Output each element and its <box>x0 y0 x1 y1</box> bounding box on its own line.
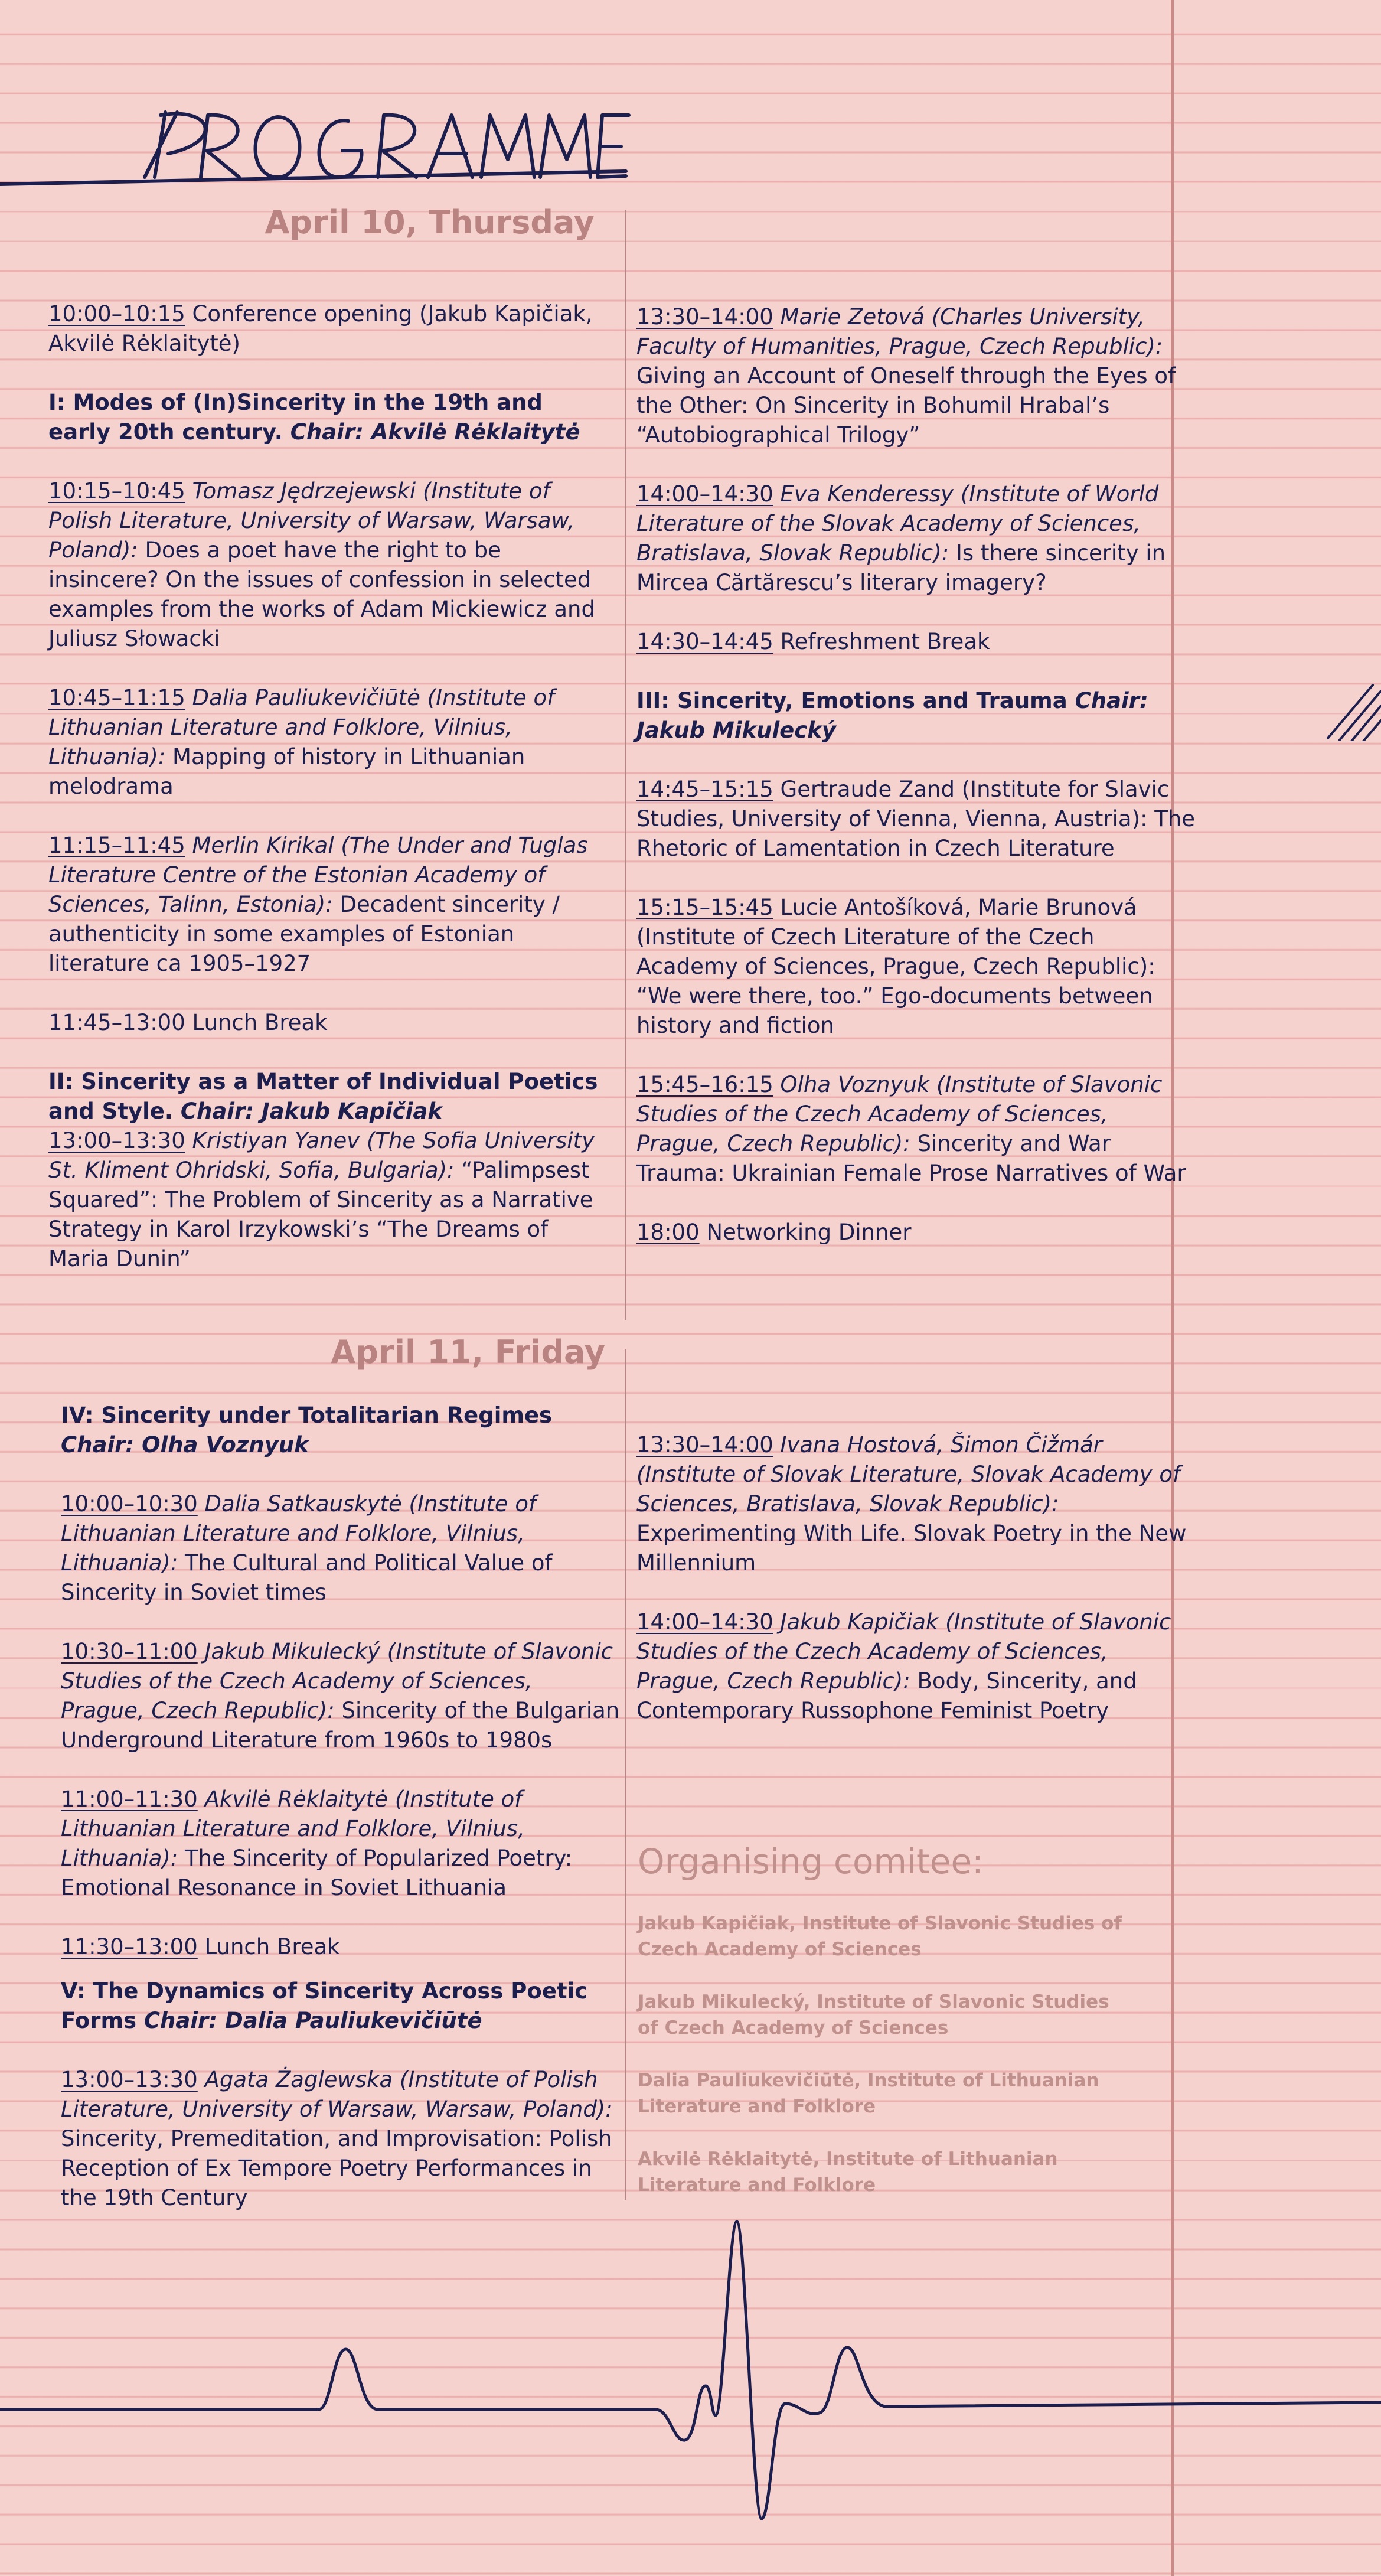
programme-entry <box>636 1218 1197 1247</box>
programme-entry <box>636 627 1197 657</box>
entry-time: 13:00–13:30 <box>48 1128 185 1153</box>
programme-entry <box>61 1637 622 1755</box>
entry-text: Refreshment Break <box>773 629 990 654</box>
session-title: IV: Sincerity under Totalitarian Regimes <box>61 1403 553 1428</box>
entry-text: Is there sincerity in Mircea Cărtărescu’s literary imagery? <box>636 540 1166 595</box>
session-title: III: Sincerity, Emotions and Trauma <box>636 688 1075 713</box>
entry-text: Gertraude Zand (Institute for Slavic Studies, University of Vienna, Vienna, Austria): The Rhetoric of Lamentation in Czech Literature <box>636 777 1196 861</box>
programme-entry <box>61 2065 622 2213</box>
column-divider <box>625 1349 626 2200</box>
programme-entry <box>636 302 1197 450</box>
session-chair: Chair: Olha Voznyuk <box>61 1432 309 1457</box>
day1-left-column <box>48 299 609 1274</box>
entry-speaker: Marie Zetová (Charles University, Faculty of Humanities, Prague, Czech Republic): <box>636 304 1163 359</box>
entry-text: 11:45–13:00 Lunch Break <box>48 1010 328 1035</box>
session-heading <box>61 1977 622 2036</box>
entry-text: Experimenting With Life. Slovak Poetry in the New Millennium <box>636 1521 1187 1576</box>
entry-text: Sincerity and War Trauma: Ukrainian Female Prose Narratives of War <box>636 1131 1186 1186</box>
entry-time: 15:45–16:15 <box>636 1072 773 1097</box>
entry-speaker: Agata Żaglewska (Institute of Polish Literature, University of Warsaw, Warsaw, Poland): <box>61 2067 613 2122</box>
day2-date: April 11, Friday <box>331 1333 605 1371</box>
day2-left-column <box>61 1401 622 2213</box>
entry-time: 11:00–11:30 <box>61 1786 198 1812</box>
session-heading <box>61 1401 622 1460</box>
programme-entry <box>636 480 1197 598</box>
entry-text: Body, Sincerity, and Contemporary Russophone Feminist Poetry <box>636 1668 1137 1723</box>
entry-text: “Palimpsest Squared”: The Problem of Sincerity as a Narrative Strategy in Karol Irzykowski’s “The Dreams of Maria Dunin” <box>48 1157 593 1271</box>
entry-text: The Sincerity of Popularized Poetry: Emotional Resonance in Soviet Lithuania <box>61 1845 573 1900</box>
session-title: I: Modes of (In)Sincerity in the 19th and early 20th century. <box>48 390 543 445</box>
entry-text: The Cultural and Political Value of Sincerity in Soviet times <box>61 1550 553 1605</box>
entry-text: Sincerity, Premeditation, and Improvisation: Polish Reception of Ex Tempore Poetry Performances in the 19th Century <box>61 2126 612 2210</box>
entry-time: 10:45–11:15 <box>48 685 185 710</box>
entry-time: 14:45–15:15 <box>636 777 773 802</box>
day2-right-column <box>636 1430 1197 1726</box>
entry-speaker: Dalia Satkauskytė (Institute of Lithuanian Literature and Folklore, Vilnius, Lithuania): <box>61 1491 537 1576</box>
entry-speaker: Eva Kenderessy (Institute of World Literature of the Slovak Academy of Sciences, Bratislava, Slovak Republic): <box>636 481 1159 566</box>
session-chair: Chair: Dalia Pauliukevičiūtė <box>143 2008 482 2033</box>
session-heading <box>636 686 1197 745</box>
entry-speaker: Tomasz Jędrzejewski (Institute of Polish Literature, University of Warsaw, Warsaw, Poland): <box>48 478 575 563</box>
session-title: V: The Dynamics of Sincerity Across Poetic Forms <box>61 1978 588 2033</box>
session-heading <box>48 388 609 447</box>
decorative-slashes <box>1326 682 1381 741</box>
programme-entry <box>48 477 609 654</box>
entry-time: 13:00–13:30 <box>61 2067 198 2092</box>
entry-speaker: Merlin Kirikal (The Under and Tuglas Literature Centre of the Estonian Academy of Sciences, Talinn, Estonia): <box>48 833 588 917</box>
programme-entry <box>636 1607 1197 1726</box>
day1-right-column <box>636 302 1197 1247</box>
entry-speaker: Akvilė Rėklaitytė (Institute of Lithuanian Literature and Folklore, Vilnius, Lithuania): <box>61 1786 525 1871</box>
entry-time: 14:00–14:30 <box>636 1609 773 1635</box>
organising-title: Organising comitee: <box>638 1841 984 1882</box>
heartbeat-line <box>0 2209 1381 2539</box>
entry-time: 14:00–14:30 <box>636 481 773 507</box>
entry-time: 10:00–10:15 <box>48 301 185 327</box>
entry-text: Giving an Account of Oneself through the Eyes of the Other: On Sincerity in Bohumil Hrabal’s “Autobiographical Trilogy” <box>636 363 1176 448</box>
programme-entry <box>48 1126 609 1274</box>
entry-time: 10:15–10:45 <box>48 478 185 504</box>
entry-time: 13:30–14:00 <box>636 1432 773 1457</box>
programme-entry <box>636 1070 1197 1188</box>
entry-text: Does a poet have the right to be insincere? On the issues of confession in selected examples from the works of Adam Mickiewicz and Juliusz Słowacki <box>48 537 595 651</box>
programme-entry <box>48 299 609 358</box>
session-heading <box>48 1067 609 1126</box>
entry-time: 11:15–11:45 <box>48 833 185 858</box>
column-divider <box>625 210 626 1320</box>
session-title: II: Sincerity as a Matter of Individual Poetics and Style. <box>48 1069 598 1124</box>
entry-time: 10:30–11:00 <box>61 1639 198 1664</box>
entry-time: 10:00–10:30 <box>61 1491 198 1517</box>
programme-entry <box>636 775 1197 863</box>
organising-member: Akvilė Rėklaitytė, Institute of Lithuanian Literature and Folklore <box>638 2148 1058 2196</box>
programme-entry <box>48 831 609 979</box>
entry-speaker: Jakub Kapičiak (Institute of Slavonic Studies of the Czech Academy of Sciences, Prague, Czech Republic): <box>636 1609 1171 1694</box>
programme-title-logo <box>0 89 649 192</box>
entry-speaker: Ivana Hostová, Šimon Čižmár (Institute of Slovak Literature, Slovak Academy of Sciences, Bratislava, Slovak Republic): <box>636 1432 1181 1517</box>
entry-time: 14:30–14:45 <box>636 629 773 654</box>
organising-member: Jakub Kapičiak, Institute of Slavonic Studies of Czech Academy of Sciences <box>638 1913 1122 1960</box>
programme-entry <box>636 893 1197 1041</box>
entry-speaker: Jakub Mikulecký (Institute of Slavonic Studies of the Czech Academy of Sciences, Prague, Czech Republic): <box>61 1639 613 1723</box>
entry-text: Networking Dinner <box>699 1219 912 1245</box>
entry-speaker: Olha Voznyuk (Institute of Slavonic Studies of the Czech Academy of Sciences, Prague, Czech Republic): <box>636 1072 1163 1156</box>
entry-text: Sincerity of the Bulgarian Underground Literature from 1960s to 1980s <box>61 1698 620 1753</box>
entry-time: 13:30–14:00 <box>636 304 773 330</box>
entry-time: 11:30–13:00 <box>61 1934 198 1959</box>
programme-entry <box>61 1785 622 1903</box>
session-chair: Chair: Jakub Kapičiak <box>180 1098 442 1124</box>
programme-entry <box>48 683 609 801</box>
organising-member: Jakub Mikulecký, Institute of Slavonic Studies of Czech Academy of Sciences <box>638 1991 1109 2039</box>
entry-speaker: Dalia Pauliukevičiūtė (Institute of Lithuanian Literature and Folklore, Vilnius, Lithuania): <box>48 685 555 769</box>
session-chair: Chair: Jakub Mikulecký <box>636 688 1148 743</box>
programme-entry <box>61 1489 622 1607</box>
entry-time: 18:00 <box>636 1219 700 1245</box>
programme-entry <box>48 1008 609 1038</box>
entry-time: 15:15–15:45 <box>636 895 773 920</box>
programme-entry <box>636 1430 1197 1578</box>
organising-list <box>638 1910 1122 2225</box>
entry-text: Mapping of history in Lithuanian melodrama <box>48 744 525 799</box>
entry-text: Conference opening (Jakub Kapičiak, Akvilė Rėklaitytė) <box>48 301 593 356</box>
entry-speaker: Kristiyan Yanev (The Sofia University St. Kliment Ohridski, Sofia, Bulgaria): <box>48 1128 595 1183</box>
entry-text: Decadent sincerity / authenticity in some examples of Estonian literature ca 1905–1927 <box>48 892 560 976</box>
session-chair: Chair: Akvilė Rėklaitytė <box>290 419 580 445</box>
programme-entry <box>61 1932 622 1962</box>
entry-text: Lucie Antošíková, Marie Brunová (Institute of Czech Literature of the Czech Academy of Sciences, Prague, Czech Republic): “We were there, too.” Ego-documents between history and fiction <box>636 895 1155 1038</box>
organising-member: Dalia Pauliukevičiūtė, Institute of Lithuanian Literature and Folklore <box>638 2070 1099 2117</box>
day1-date: April 10, Thursday <box>265 204 595 241</box>
entry-text: Lunch Break <box>197 1934 340 1959</box>
